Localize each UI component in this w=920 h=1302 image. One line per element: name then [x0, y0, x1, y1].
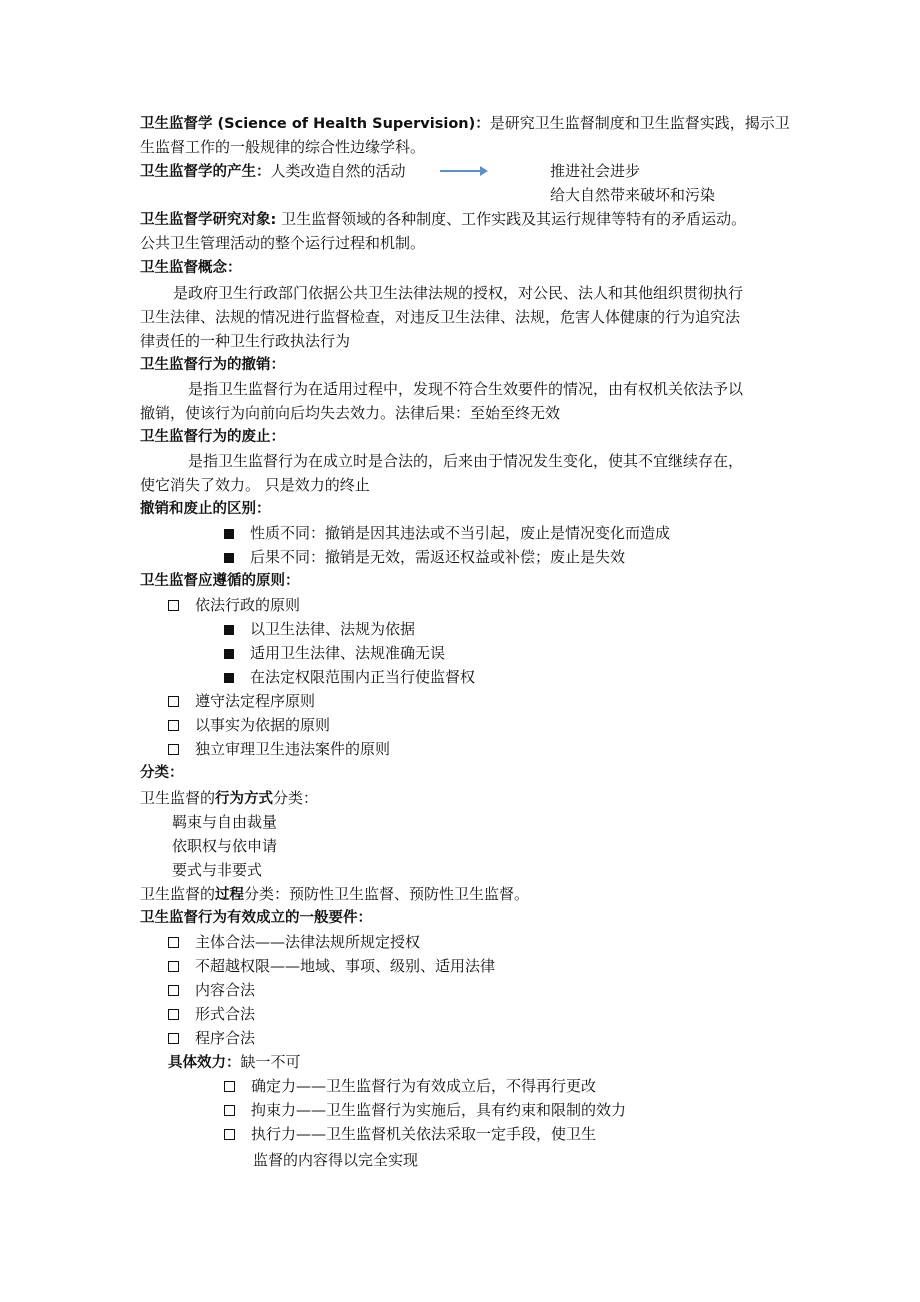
checkbox-bullet-icon: [168, 961, 179, 972]
text: 程序合法: [195, 1029, 256, 1047]
heading: 分类：: [140, 765, 184, 781]
list-item: [168, 956, 495, 976]
list-item: [224, 1076, 596, 1096]
arrow-icon: [440, 170, 482, 172]
text-line: 给大自然带来破坏和污染: [550, 186, 716, 204]
checkbox-bullet-icon: [168, 985, 179, 996]
heading: 撤销和废止的区别：: [140, 501, 271, 517]
heading: 卫生监督概念：: [140, 260, 242, 276]
text: 以卫生法律、法规为依据: [250, 620, 416, 638]
research-object-line: [140, 209, 746, 230]
text: 形式合法: [195, 1005, 256, 1023]
square-bullet-icon: [224, 625, 234, 635]
checkbox-bullet-icon: [168, 600, 179, 611]
list-item: [224, 619, 415, 639]
origin-line: [140, 161, 406, 182]
text: 性质不同：撤销是因其违法或不当引起，废止是情况变化而造成: [250, 524, 671, 542]
text-line: 是政府卫生行政部门依据公共卫生法律法规的授权，对公民、法人和其他组织贯彻执行: [173, 284, 744, 302]
effect-line: [168, 1052, 301, 1073]
text: 拘束力——卫生监督行为实施后，具有约束和限制的效力: [251, 1101, 627, 1119]
checkbox-bullet-icon: [168, 1033, 179, 1044]
list-item: [168, 980, 255, 1000]
list-item: [168, 691, 315, 711]
text: 确定力——卫生监督行为有效成立后，不得再行更改: [251, 1077, 597, 1095]
heading: 卫生监督学的产生：: [140, 164, 271, 180]
heading: 卫生监督行为有效成立的一般要件：: [140, 910, 372, 926]
text-line: 使它消失了效力。 只是效力的终止: [140, 476, 370, 494]
square-bullet-icon: [224, 673, 234, 683]
text-line: 监督的内容得以完全实现: [253, 1151, 419, 1169]
text-line: 卫生法律、法规的情况进行监督检查，对违反卫生法律、法规，危害人体健康的行为追究法: [140, 308, 741, 326]
checkbox-bullet-icon: [224, 1081, 235, 1092]
text: 内容合法: [195, 981, 256, 999]
text-line: 律责任的一种卫生行政执法行为: [140, 332, 351, 350]
list-item: [168, 739, 390, 759]
checkbox-bullet-icon: [168, 744, 179, 755]
text: 是研究卫生监督制度和卫生监督实践，揭示卫: [489, 114, 790, 132]
heading: 卫生监督学研究对象:: [140, 212, 277, 228]
text: 主体合法——法律法规所规定授权: [195, 933, 421, 951]
checkbox-bullet-icon: [168, 1009, 179, 1020]
text-line: 是指卫生监督行为在适用过程中，发现不符合生效要件的情况，由有权机关依法予以: [188, 380, 744, 398]
text: 适用卫生法律、法规准确无误: [250, 644, 446, 662]
list-item: [168, 715, 330, 735]
checkbox-bullet-icon: [168, 696, 179, 707]
square-bullet-icon: [224, 553, 234, 563]
list-item: [224, 643, 445, 663]
text: 行为方式: [215, 791, 274, 807]
list-item: [168, 932, 420, 952]
text: 卫生监督领域的各种制度、工作实践及其运行规律等特有的矛盾运动。: [276, 210, 747, 228]
text-line: 公共卫生管理活动的整个运行过程和机制。: [140, 234, 426, 252]
text: 依法行政的原则: [195, 596, 301, 614]
text-line: [140, 788, 318, 809]
text-line: [140, 884, 529, 905]
square-bullet-icon: [224, 529, 234, 539]
heading: 卫生监督应遵循的原则：: [140, 573, 300, 589]
heading: 卫生监督行为的撤销：: [140, 357, 285, 373]
checkbox-bullet-icon: [168, 937, 179, 948]
list-item: [224, 1100, 626, 1120]
text: 人类改造自然的活动: [270, 162, 406, 180]
text: 缺一不可: [240, 1053, 301, 1071]
checkbox-bullet-icon: [224, 1129, 235, 1140]
text: 分类：: [273, 789, 319, 807]
text: 分类：预防性卫生监督、预防性卫生监督。: [244, 885, 530, 903]
list-item: [224, 1124, 596, 1144]
text-line: 推进社会进步: [550, 162, 641, 180]
square-bullet-icon: [224, 649, 234, 659]
checkbox-bullet-icon: [224, 1105, 235, 1116]
text-line: 撤销，使该行为向前向后均失去效力。法律后果：至始至终无效: [140, 404, 561, 422]
checkbox-bullet-icon: [168, 720, 179, 731]
text-line: 羁束与自由裁量: [172, 813, 278, 831]
text: 卫生监督的: [140, 789, 216, 807]
list-item: [168, 1004, 255, 1024]
definition-line: [140, 113, 790, 134]
list-item: [168, 595, 300, 615]
text-line: 是指卫生监督行为在成立时是合法的，后来由于情况发生变化，使其不宜继续存在，: [188, 452, 744, 470]
list-item: [224, 523, 670, 543]
heading: 卫生监督学 (Science of Health Supervision)：: [140, 116, 490, 132]
text: 在法定权限范围内正当行使监督权: [250, 668, 476, 686]
text-line: 依职权与依申请: [172, 837, 278, 855]
text-line: 生监督工作的一般规律的综合性边缘学科。: [140, 138, 426, 156]
heading: 具体效力：: [168, 1055, 241, 1071]
heading: 卫生监督行为的废止：: [140, 429, 285, 445]
text: 遵守法定程序原则: [195, 692, 316, 710]
text: 独立审理卫生违法案件的原则: [195, 740, 391, 758]
text: 后果不同：撤销是无效，需返还权益或补偿；废止是失效: [250, 548, 626, 566]
text: 执行力——卫生监督机关依法采取一定手段，使卫生: [251, 1125, 597, 1143]
list-item: [224, 667, 475, 687]
list-item: [168, 1028, 255, 1048]
text-line: 要式与非要式: [172, 861, 263, 879]
text: 卫生监督的: [140, 885, 216, 903]
text: 以事实为依据的原则: [195, 716, 331, 734]
text: 过程: [215, 887, 245, 903]
list-item: [224, 547, 625, 567]
text: 不超越权限——地域、事项、级别、适用法律: [195, 957, 496, 975]
